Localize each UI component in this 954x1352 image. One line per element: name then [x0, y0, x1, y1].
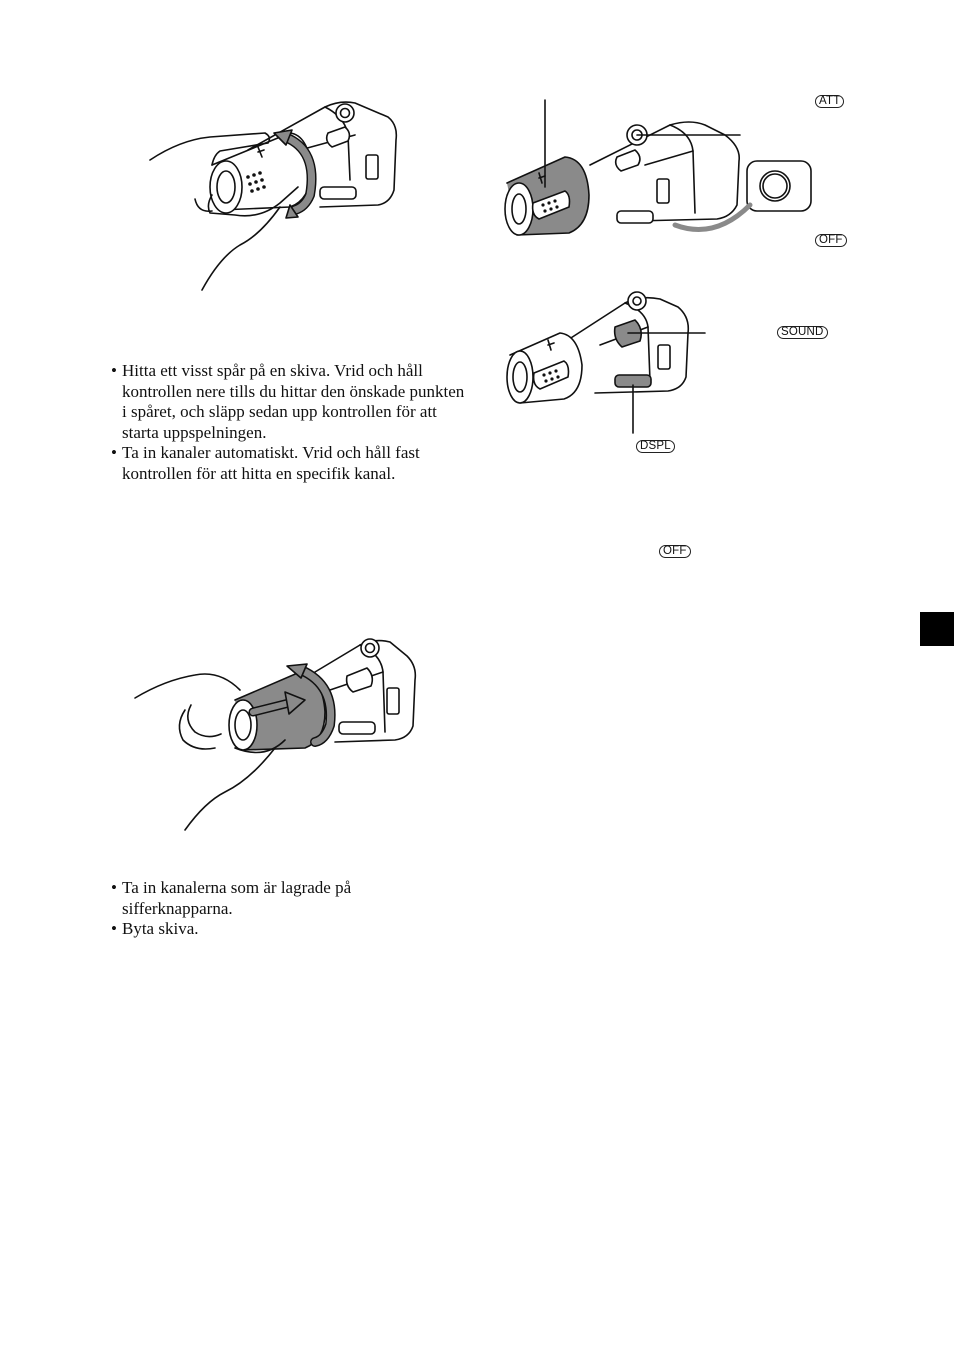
sound-button-label: SOUND: [777, 326, 828, 339]
list-item: • Ta in kanalerna som är lagrade på sifferknapparna.: [111, 878, 431, 919]
dspl-button-label: DSPL: [636, 440, 675, 453]
push-rotate-illustration: [125, 630, 425, 835]
off-button-label-bottom: OFF: [659, 545, 691, 558]
rotate-control-illustration: [140, 95, 410, 295]
seek-instructions-list: [111, 361, 471, 484]
list-item: • Hitta ett visst spår på en skiva. Vrid och håll kontrollen nere tills du hittar den önskade punkten i spåret, och släpp sedan upp kontrollen för att starta uppspelningen.: [111, 361, 471, 443]
off-button-label-top: OFF: [815, 234, 847, 247]
section-tab: [920, 612, 954, 646]
push-instructions-list: [111, 878, 431, 940]
att-button-illustration: [495, 95, 825, 255]
att-button-label: ATT: [815, 95, 844, 108]
list-item: • Ta in kanaler automatiskt. Vrid och håll fast kontrollen för att hitta en specifik kanal.: [111, 443, 471, 484]
sound-dspl-illustration: [500, 285, 730, 435]
list-item: • Byta skiva.: [111, 919, 431, 940]
